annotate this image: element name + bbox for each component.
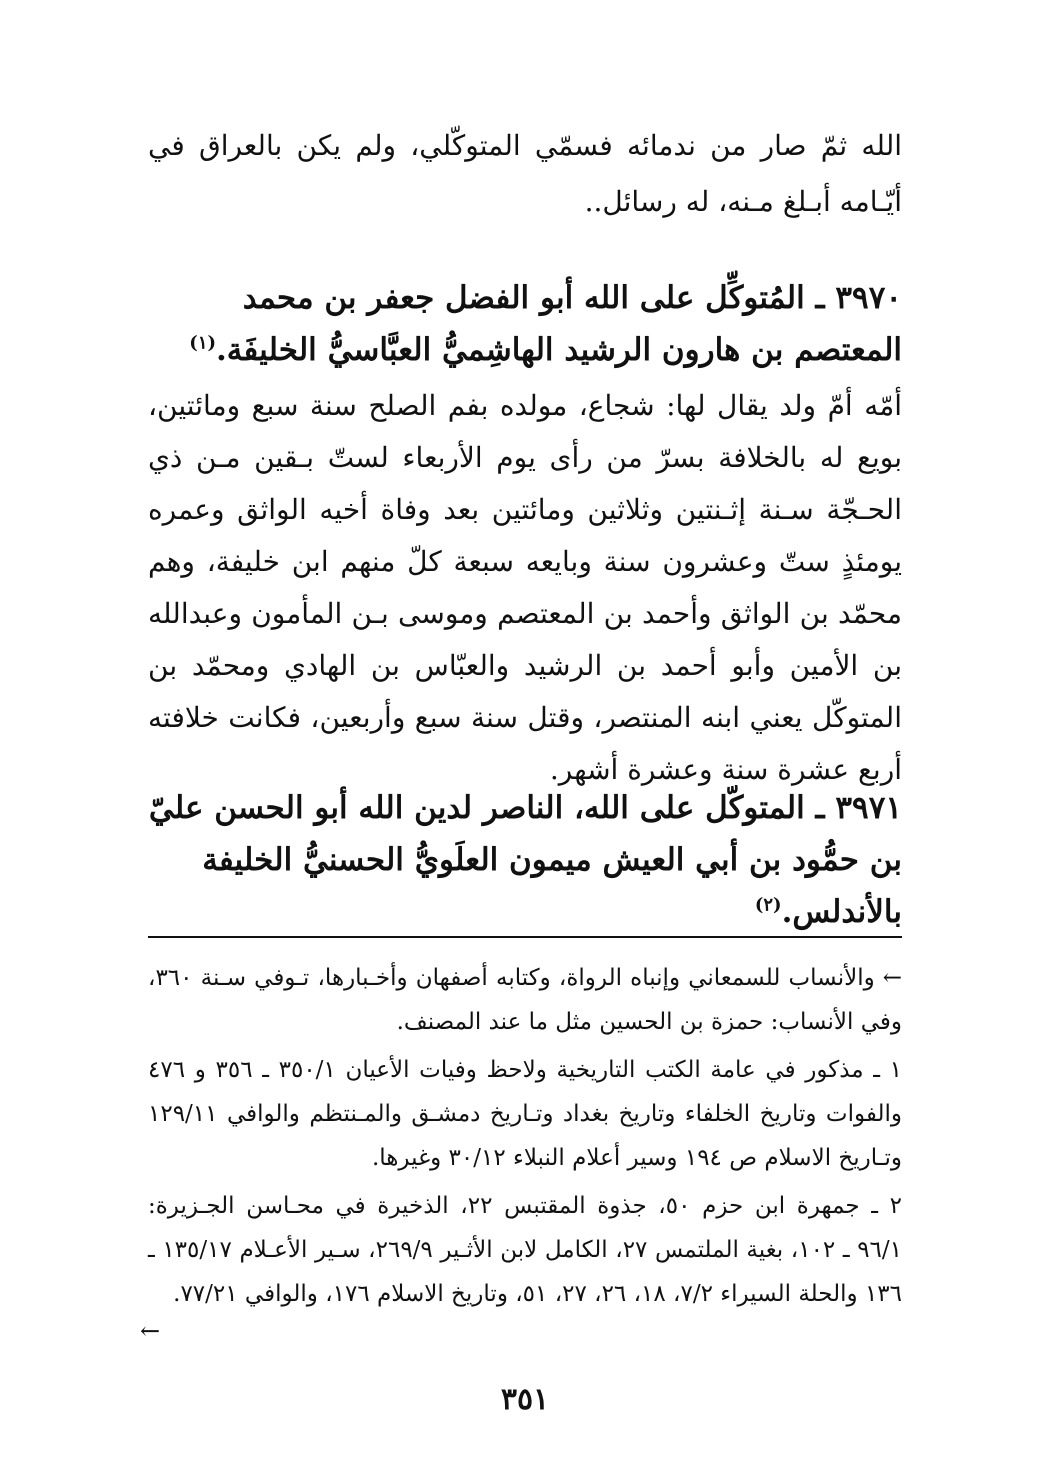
entry-3970-body: [148, 380, 902, 796]
entry-separator: ـ: [815, 790, 825, 826]
footnote-2-text: ٢ ـ جمهرة ابن حزم ٥٠، جذوة المقتبس ٢٢، الذخيرة في محـاسن الجـزيرة: ٩٦/١ ـ ١٠٢، بغية الملتمس ٢٧، الكامل لابن الأثـير ٢٦٩/٩، سـير الأعـلام ١٣٥/١٧ ـ ١٣٦ والحلة السيراء ٧/٢، ١٨، ٢٦، ٢٧، ٥١، وتاريخ الاسلام ١٧٦، والوافي ٧٧/٢١.: [148, 1193, 903, 1307]
footnote-continuation: [148, 956, 902, 1044]
entry-number: ٣٩٧١: [835, 790, 902, 826]
intro-paragraph: [148, 118, 902, 230]
footnote-1: [148, 1048, 902, 1180]
entry-title: المُتوكِّل على الله أبو الفضل جعفر بن محمد المعتصم بن هارون الرشيد الهاشِميُّ العبَّاسيُّ الخليفَة.: [216, 280, 902, 368]
footnote-2: [148, 1184, 902, 1316]
entry-title: المتوكّل على الله، الناصر لدين الله أبو الحسن عليّ بن حمُّود بن أبي العيش ميمون العلَويُّ الحسنيُّ الخليفة بالأندلس.: [148, 790, 902, 930]
entry-body-text: أمّه أمّ ولد يقال لها: شجاع، مولده بفم الصلح سنة سبع ومائتين، بويع له بالخلافة بسرّ من رأى يوم الأربعاء لستّ بـقين مـن ذي الحـجّة سـنة إثـنتين وثلاثين ومائتين بعد وفاة أخيه الواثق وعمره يومئذٍ ستّ وعشرون سنة وبايعه سبعة كلّ منهم ابن خليفة، وهم محمّد بن الواثق وأحمد بن المعتصم وموسى بـن المأمون وعبدالله بن الأمين وأبو أحمد بن الرشيد والعبّاس بن الهادي ومحمّد بن المتوكّل يعني ابنه المنتصر، وقتل سنة سبع وأربعين، فكانت خلافته أربع عشرة سنة وعشرة أشهر.: [148, 389, 902, 786]
continuation-arrow-icon: ←: [882, 965, 902, 991]
entry-separator: ـ: [815, 280, 825, 316]
footnote-continuation-text: والأنساب للسمعاني وإنباه الرواة، وكتابه أصفهان وأخـبارها، تـوفي سـنة ٣٦٠، وفي الأنساب: حمزة بن الحسين مثل ما عند المصنف.: [148, 965, 902, 1035]
footnotes-section: [148, 956, 902, 1320]
footnote-1-text: ١ ـ مذكور في عامة الكتب التاريخية ولاحظ وفيات الأعيان ٣٥٠/١ ـ ٣٥٦ و ٤٧٦ والفوات وتاريخ الخلفاء وتاريخ بغداد وتـاريخ دمشـق والمـنتظم والوافي ١٢٩/١١ وتـاريخ الاسلام ص ١٩٤ وسير أعلام النبلاء ٣٠/١٢ وغيرها.: [148, 1057, 902, 1171]
continued-arrow-icon: ←: [140, 1317, 161, 1345]
footnote-divider: [148, 936, 902, 938]
entry-3971-heading: [148, 782, 902, 938]
intro-text: الله ثمّ صار من ندمائه فسمّي المتوكّلي، ولم يكن بالعراق في أيّـامه أبـلغ مـنه، له رسائل..: [148, 129, 902, 218]
entry-number: ٣٩٧٠: [835, 280, 902, 316]
page-number: ٣٥١: [500, 1382, 550, 1417]
footnote-ref-1: (١): [189, 332, 217, 354]
footnote-ref-2: (٢): [754, 894, 782, 916]
entry-3970-heading: [148, 272, 902, 376]
